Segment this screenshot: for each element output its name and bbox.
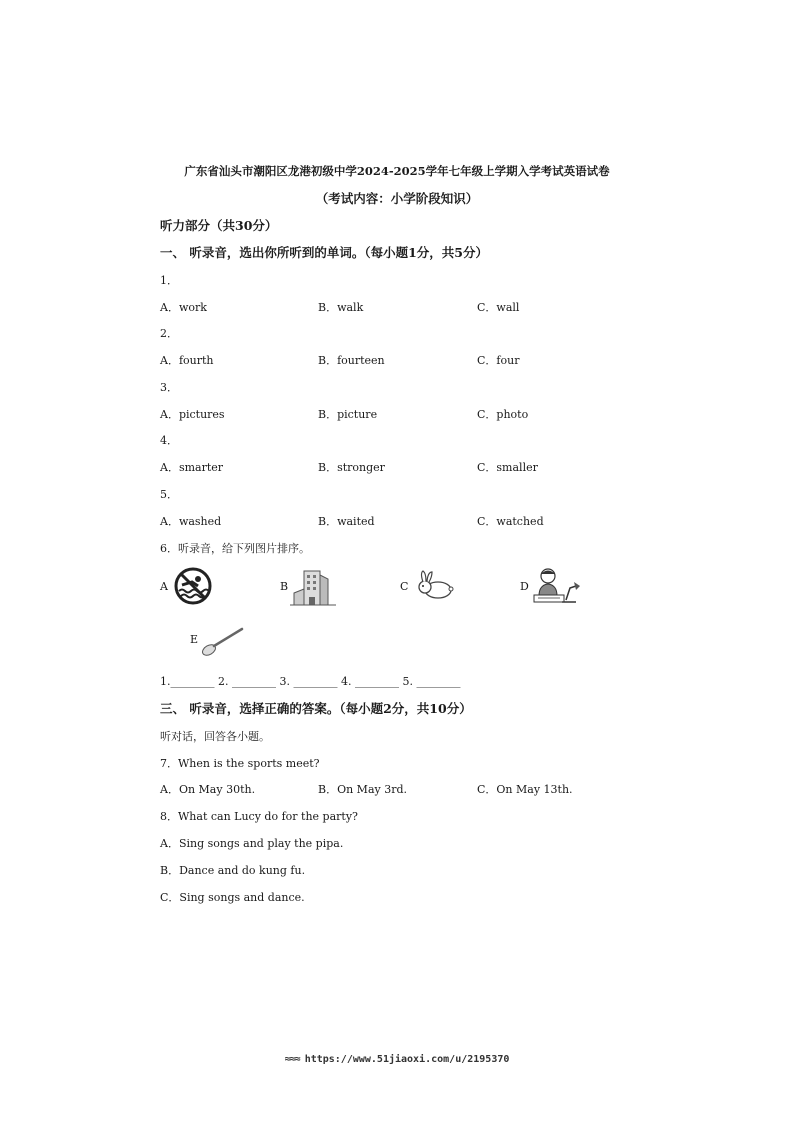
picture-e-label: E [190, 633, 199, 646]
part1-heading: 一、 听录音，选出你所听到的单词。（每小题1分，共5分） [160, 245, 488, 260]
question-number: 4． [160, 434, 178, 447]
question-number: 2． [160, 327, 178, 340]
q7-prompt: 7．When is the sports meet? [160, 757, 320, 770]
question-number: 1． [160, 274, 178, 287]
option-c: C．watched [477, 515, 544, 528]
picture-c-label: C [400, 580, 409, 593]
option-a: A．washed [160, 515, 222, 528]
option-c: C．smaller [477, 461, 538, 474]
option-a: A．work [160, 301, 207, 314]
part3-instruction: 听对话，回答各小题。 [160, 730, 270, 743]
q6-prompt: 6．听录音，给下列图片排序。 [160, 542, 310, 555]
building-icon [290, 565, 336, 607]
exam-title: 广东省汕头市潮阳区龙港初级中学2024-2025学年七年级上学期入学考试英语试卷 [184, 164, 610, 178]
footer-url[interactable] [0, 1054, 794, 1065]
option-b: B．walk [318, 301, 364, 314]
option-a: A．On May 30th. [160, 783, 256, 796]
option-b: B．fourteen [318, 354, 385, 367]
footer-link[interactable]: https://www.51jiaoxi.com/u/2195370 [304, 1054, 510, 1065]
option-a: A．pictures [160, 408, 225, 421]
no-swimming-icon [172, 566, 214, 606]
q6-answer-line: 1.________ 2. ________ 3. ________ 4. ________ 5. ________ [160, 675, 461, 688]
option-b: B．stronger [318, 461, 385, 474]
option-b: B．waited [318, 515, 375, 528]
picture-b-label: B [280, 580, 289, 593]
exam-subtitle: （考试内容：小学阶段知识） [315, 191, 479, 206]
part3-heading: 三、 听录音，选择正确的答案。（每小题2分，共10分） [160, 701, 472, 716]
option-c: C．On May 13th. [477, 783, 573, 796]
option-b: B．Dance and do kung fu. [160, 864, 306, 877]
option-b: B．picture [318, 408, 378, 421]
option-c: C．four [477, 354, 520, 367]
option-c: C．Sing songs and dance. [160, 891, 305, 904]
rabbit-icon [414, 570, 456, 602]
question-number: 3． [160, 381, 178, 394]
option-c: C．photo [477, 408, 529, 421]
option-a: A．smarter [160, 461, 224, 474]
listening-heading: 听力部分（共30分） [160, 218, 278, 233]
question-number: 5． [160, 488, 178, 501]
spoon-icon [200, 625, 246, 659]
option-a: A．Sing songs and play the pipa. [160, 837, 344, 850]
picture-d-label: D [520, 580, 529, 593]
option-a: A．fourth [160, 354, 214, 367]
student-at-desk-icon [530, 566, 580, 608]
footer-decoration: ≈≈≈ [284, 1054, 305, 1065]
option-b: B．On May 3rd. [318, 783, 408, 796]
picture-a-label: A [160, 580, 168, 593]
option-c: C．wall [477, 301, 520, 314]
q8-prompt: 8．What can Lucy do for the party? [160, 810, 358, 823]
